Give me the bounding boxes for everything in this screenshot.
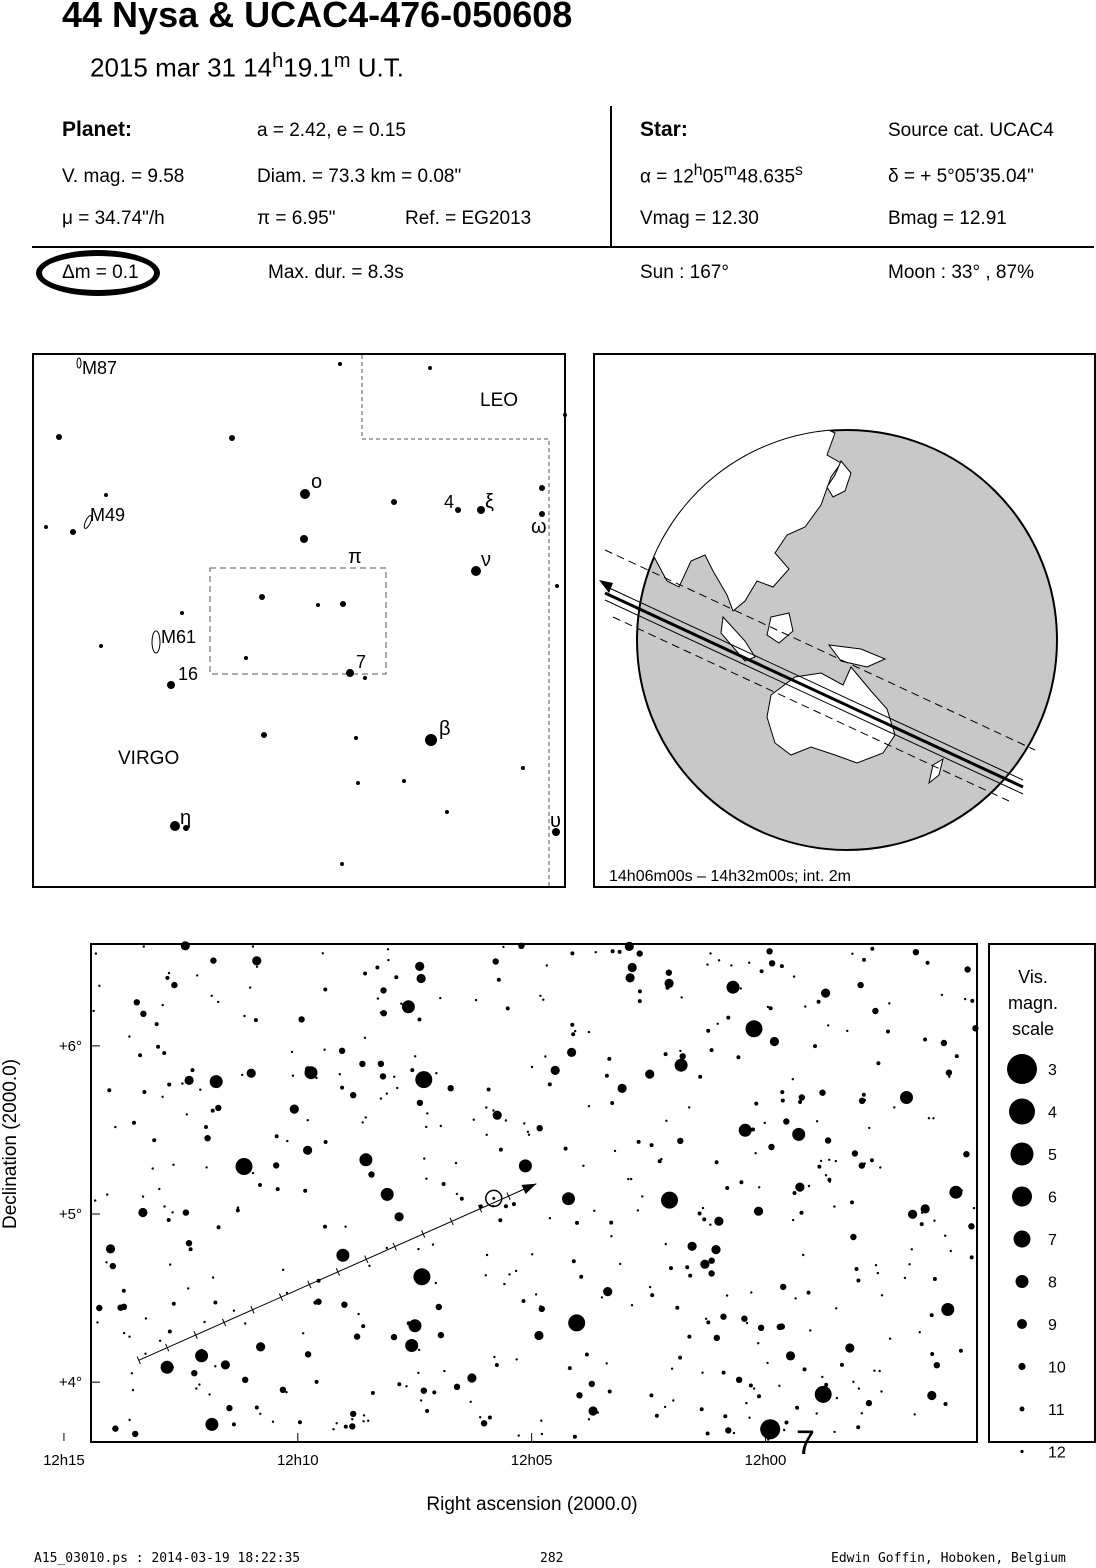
finder-star [300,535,308,543]
star-ra-m: m [723,162,737,179]
y-tick-label: +4° [58,1374,82,1392]
legend-dot [1012,1187,1032,1207]
sun-elongation: Sun : 167° [640,262,729,283]
y-tick-label: +6° [58,1037,82,1055]
planet-motion: μ = 34.74"/h [62,208,165,229]
star-ra-h: h [693,162,703,179]
finder-star [340,862,344,866]
finder-star [340,601,346,607]
legend-mag-label: 11 [1048,1402,1065,1419]
x-axis-label: Right ascension (2000.0) [426,1494,638,1515]
chart-axes-svg [0,920,1096,1540]
finder-star [425,734,437,746]
path-direction-arrow-icon [599,580,613,593]
finder-label-7: 7 [356,652,367,672]
finder-star [471,566,481,576]
legend-dot [1014,1231,1031,1248]
legend-dot [1020,1407,1025,1412]
finder-label-m87: M87 [82,358,118,378]
constellation-boundary [362,355,549,886]
star-source: Source cat. UCAC4 [888,120,1054,141]
event-datetime [90,50,404,84]
finder-label-omicron: o [311,471,323,493]
legend-title-3: scale [1011,1019,1055,1039]
delta-magnitude: Δm = 0.1 [62,262,139,283]
finder-label-virgo: VIRGO [118,748,180,769]
m61-galaxy-icon [152,631,160,653]
legend-dot [1018,1363,1025,1370]
finder-label-xi: ξ [485,491,494,513]
finder-star [56,434,62,440]
finder-star [259,594,265,600]
finder-star [300,489,310,499]
y-axis-label: Declination (2000.0) [0,1058,21,1230]
legend-mag-label: 7 [1048,1232,1057,1249]
finder-label-m49: M49 [90,505,126,525]
finder-star [180,611,184,615]
date-minute-unit: m [333,50,351,72]
finder-star [391,499,397,505]
footer-page-number: 282 [540,1551,564,1566]
finder-star [428,366,432,370]
magnitude-legend [988,943,1096,1462]
moon-info: Moon : 33° , 87% [888,262,1034,283]
finder-label-omega: ω [531,516,547,538]
finder-star [229,435,235,441]
finder-label-m61: M61 [161,627,197,647]
globe-time-caption: 14h06m00s – 14h32m00s; int. 2m [609,868,851,885]
legend-mag-label: 10 [1048,1359,1066,1377]
finder-stars [44,362,567,866]
legend-mag-label: 8 [1048,1274,1057,1292]
legend-title-2: magn. [1007,993,1059,1013]
finder-star [445,810,449,814]
finder-star [539,485,545,491]
star-ra [640,162,803,188]
finder-star [244,656,248,660]
footer-file: A15_03010.ps : 2014-03-19 18:22:35 [34,1551,301,1566]
earth-globe-panel [593,353,1096,888]
finder-star [354,736,358,740]
finder-star [346,669,354,677]
x-tick-label: 12h00 [744,1452,787,1469]
chart-axes [43,1038,786,1469]
finder-star [167,681,175,689]
finder-star [170,821,180,831]
page-title: 44 Nysa & UCAC4-476-050608 [62,0,573,35]
x-tick-label: 12h10 [276,1452,319,1469]
planet-diameter: Diam. = 73.3 km = 0.08" [257,166,462,187]
finder-star [104,493,108,497]
star-ra-sec: 48.635 [736,166,796,188]
footer-author: Edwin Goffin, Hoboken, Belgium [831,1551,1066,1566]
legend-title-1: Vis. [1018,967,1048,987]
table-vertical-divider [610,106,612,247]
table-horizontal-divider [32,246,1094,248]
planet-heading: Planet: [62,118,133,141]
planet-reference: Ref. = EG2013 [405,208,532,229]
legend-dot [1011,1143,1034,1166]
legend-items [1007,1054,1066,1462]
legend-mag-label: 12 [1048,1444,1066,1462]
finder-star [338,362,342,366]
legend-dot [1016,1275,1029,1288]
finder-star [402,779,406,783]
finder-label-nu: ν [481,549,491,571]
legend-mag-label: 3 [1048,1062,1057,1079]
max-duration: Max. dur. = 8.3s [268,262,404,283]
m87-galaxy-icon [77,358,81,368]
finder-star [521,766,525,770]
finder-label-4: 4 [444,492,455,512]
finder-star [563,413,567,417]
legend-dot [1007,1054,1037,1084]
globe-svg [595,355,1094,886]
legend-dot [1009,1099,1035,1125]
legend-dot [1020,1450,1023,1453]
finder-label-16: 16 [178,664,199,684]
legend-mag-label: 5 [1048,1147,1057,1164]
finder-star [70,529,76,535]
legend-svg [990,945,1094,1462]
legend-mag-label: 9 [1048,1317,1057,1334]
finder-star [555,584,559,588]
star-ra-prefix: α = 12 [640,166,694,188]
finder-star [316,603,320,607]
finder-chart [32,353,566,888]
finder-label-eta: η [180,807,192,829]
legend-mag-label: 4 [1048,1104,1057,1122]
x-tick-label: 12h15 [43,1452,85,1469]
finder-label-upsilon: υ [550,810,561,832]
finder-star [477,506,485,514]
star-vmag: Vmag = 12.30 [640,208,759,229]
finder-star [363,676,367,680]
finder-star [455,507,461,513]
star-bmag: Bmag = 12.91 [888,208,1007,229]
y-tick-label: +5° [58,1206,82,1224]
star-ra-s: s [795,162,803,179]
star-dec: δ = + 5°05'35.04" [888,166,1034,187]
finder-star [99,644,103,648]
finder-star [261,732,267,738]
date-prefix: 2015 mar 31 14 [90,52,273,83]
finder-star [356,781,360,785]
finder-label-beta: β [439,718,451,740]
finder-label-pi: π [348,546,362,568]
date-suffix: U.T. [350,52,404,83]
finder-label-leo: LEO [480,390,519,411]
x-tick-label: 12h05 [510,1452,553,1469]
planet-vmag: V. mag. = 9.58 [62,166,185,187]
finder-chart-svg [34,355,564,886]
date-minutes: 19.1 [283,52,334,83]
date-hour-unit: h [272,50,284,72]
star-ra-min: 05 [702,166,724,188]
planet-parallax: π = 6.95" [257,208,336,229]
star-heading: Star: [640,118,688,141]
legend-mag-label: 6 [1048,1189,1057,1207]
finder-star [44,525,48,529]
legend-dot [1017,1319,1027,1329]
chart-star-label-7: 7 [796,1424,815,1462]
planet-orbit: a = 2.42, e = 0.15 [257,120,406,141]
